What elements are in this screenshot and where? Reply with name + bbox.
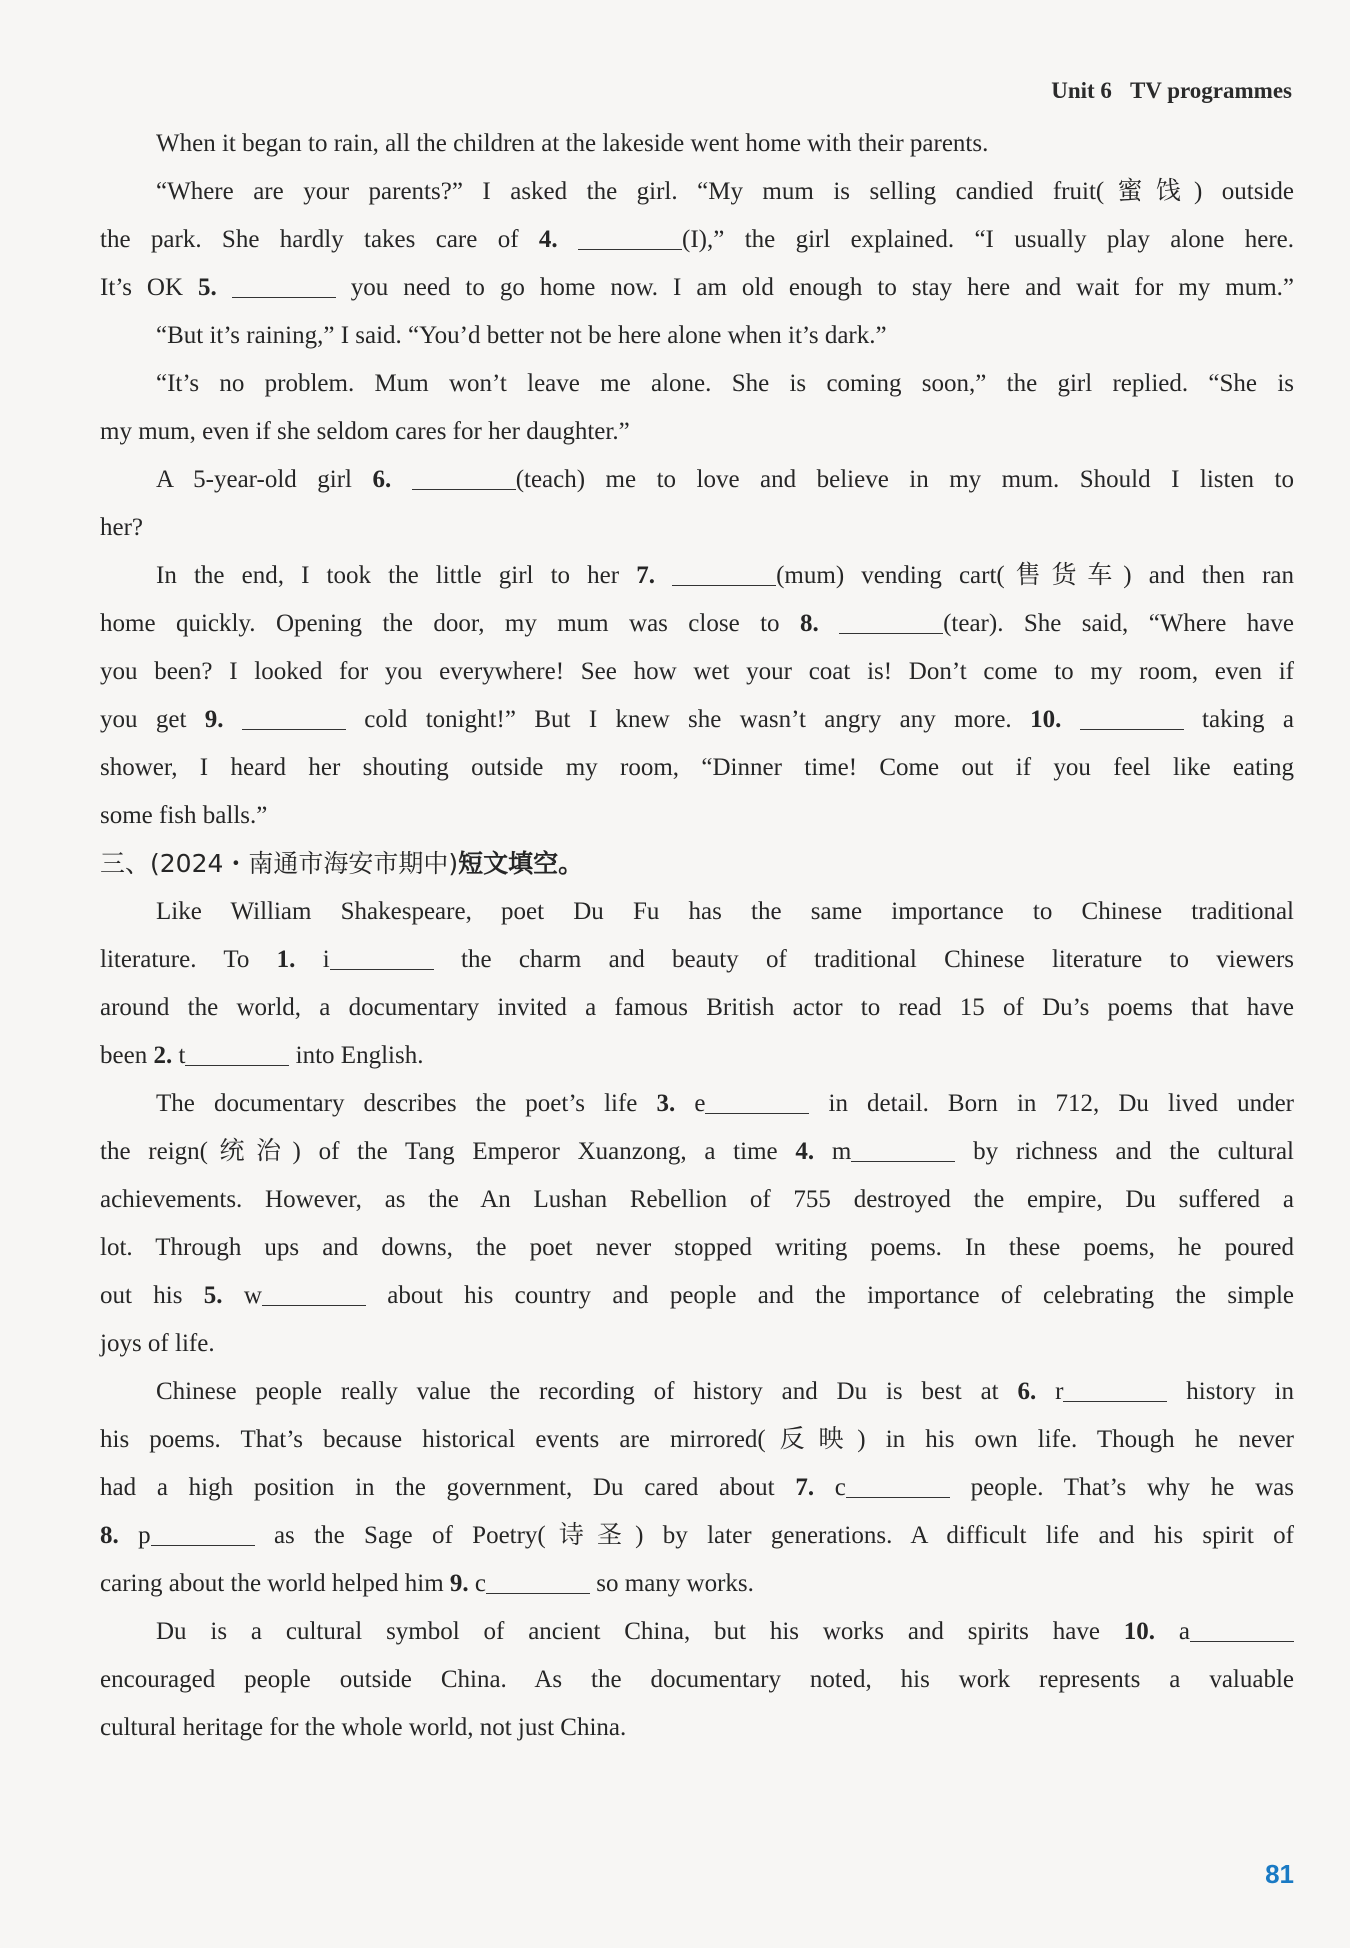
text-line: you get 9. cold tonight!” But I knew she wasn’t angry any more. 10. taking a xyxy=(100,696,1294,744)
answer-blank[interactable] xyxy=(578,222,682,250)
answer-blank[interactable] xyxy=(1190,1614,1294,1642)
answer-blank[interactable] xyxy=(185,1038,289,1066)
unit-label: Unit 6 xyxy=(1051,78,1112,103)
answer-blank[interactable] xyxy=(242,702,346,730)
answer-blank[interactable] xyxy=(705,1086,809,1114)
answer-blank[interactable] xyxy=(151,1518,255,1546)
answer-blank[interactable] xyxy=(851,1134,955,1162)
text-line: joys of life. xyxy=(100,1330,215,1357)
text-line: been 2. t into English. xyxy=(100,1032,1294,1080)
running-header xyxy=(1051,78,1292,104)
text-line: his poems. That’s because historical events are mirrored(反映) in his own life. Though he never xyxy=(100,1426,1294,1453)
text-line: “Where are your parents?” I asked the girl. “My mum is selling candied fruit(蜜饯) outside xyxy=(156,178,1294,205)
unit-title: TV programmes xyxy=(1129,78,1292,103)
text-line: the park. She hardly takes care of 4. (I),” the girl explained. “I usually play alone here. xyxy=(100,216,1294,264)
answer-blank[interactable] xyxy=(839,606,943,634)
text-line: caring about the world helped him 9. c so many works. xyxy=(100,1560,1294,1608)
text-line: some fish balls.” xyxy=(100,802,268,829)
answer-blank[interactable] xyxy=(232,270,336,298)
text-line: 8. p as the Sage of Poetry(诗圣) by later generations. A difficult life and his spirit of xyxy=(100,1512,1294,1560)
text-line: had a high position in the government, Du cared about 7. c people. That’s why he was xyxy=(100,1464,1294,1512)
page-body xyxy=(100,120,1294,1752)
section-label: 短文填空。 xyxy=(458,849,584,878)
text-line: cultural heritage for the whole world, not just China. xyxy=(100,1714,627,1741)
answer-blank[interactable] xyxy=(262,1278,366,1306)
text-line: Chinese people really value the recording of history and Du is best at 6. r history in xyxy=(100,1368,1294,1416)
text-line: around the world, a documentary invited a famous British actor to read 15 of Du’s poems that have xyxy=(100,994,1294,1021)
text-line: Like William Shakespeare, poet Du Fu has the same importance to Chinese traditional xyxy=(156,898,1294,925)
text-line: out his 5. w about his country and people and the importance of celebrating the simple xyxy=(100,1272,1294,1320)
answer-blank[interactable] xyxy=(846,1470,950,1498)
text-line: her? xyxy=(100,514,144,541)
answer-blank[interactable] xyxy=(412,462,516,490)
section-heading xyxy=(100,840,1294,888)
text-line: The documentary describes the poet’s life 3. e in detail. Born in 712, Du lived under xyxy=(100,1080,1294,1128)
answer-blank[interactable] xyxy=(672,558,776,586)
text-line: the reign(统治) of the Tang Emperor Xuanzong, a time 4. m by richness and the cultural xyxy=(100,1128,1294,1176)
page-number: 81 xyxy=(1265,1859,1294,1889)
text-line: When it began to rain, all the children at the lakeside went home with their parents. xyxy=(156,130,989,157)
text-line: literature. To 1. i the charm and beauty of traditional Chinese literature to viewers xyxy=(100,936,1294,984)
text-line: achievements. However, as the An Lushan Rebellion of 755 destroyed the empire, Du suffered a xyxy=(100,1186,1294,1213)
text-line: “It’s no problem. Mum won’t leave me alone. She is coming soon,” the girl replied. “She is xyxy=(156,370,1294,397)
answer-blank[interactable] xyxy=(486,1566,590,1594)
text-line: you been? I looked for you everywhere! See how wet your coat is! Don’t come to my room, even if xyxy=(100,658,1294,685)
text-line: “But it’s raining,” I said. “You’d better not be here alone when it’s dark.” xyxy=(156,322,887,349)
answer-blank[interactable] xyxy=(1063,1374,1167,1402)
answer-blank[interactable] xyxy=(330,942,434,970)
text-line: my mum, even if she seldom cares for her daughter.” xyxy=(100,418,630,445)
answer-blank[interactable] xyxy=(1080,702,1184,730)
text-line: Du is a cultural symbol of ancient China, but his works and spirits have 10. a xyxy=(100,1608,1294,1656)
text-line: encouraged people outside China. As the documentary noted, his work represents a valuable xyxy=(100,1666,1294,1693)
text-line: A 5-year-old girl 6. (teach) me to love and believe in my mum. Should I listen to xyxy=(100,456,1294,504)
text-line: shower, I heard her shouting outside my room, “Dinner time! Come out if you feel like eating xyxy=(100,754,1294,781)
section-source: 三、(2024・南通市海安市期中) xyxy=(100,849,459,878)
text-line: home quickly. Opening the door, my mum was close to 8. (tear). She said, “Where have xyxy=(100,600,1294,648)
text-line: In the end, I took the little girl to her 7. (mum) vending cart(售货车) and then ran xyxy=(100,552,1294,600)
text-line: It’s OK 5. you need to go home now. I am old enough to stay here and wait for my mum.” xyxy=(100,264,1294,312)
text-line: lot. Through ups and downs, the poet never stopped writing poems. In these poems, he poured xyxy=(100,1234,1294,1261)
